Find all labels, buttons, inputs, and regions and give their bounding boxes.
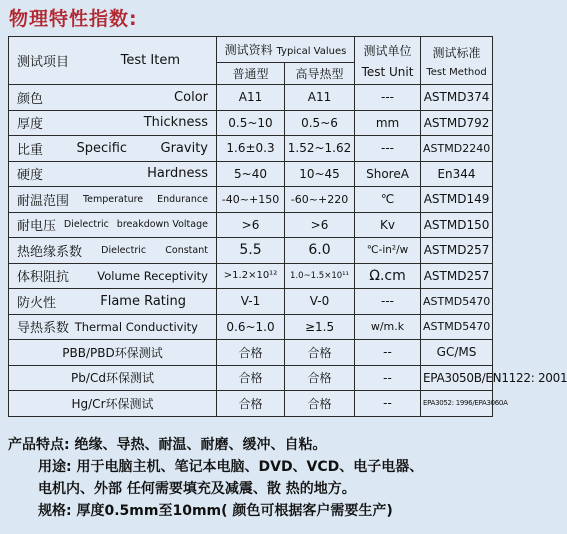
item-cn: 防火性	[17, 295, 57, 311]
spec-text: 厚度0.5mm至10mm( 颜色可根据客户需要生产)	[76, 503, 393, 519]
features-line	[8, 434, 496, 456]
item-cn: 硬度	[17, 168, 44, 184]
header-test-unit	[355, 37, 421, 85]
table-row	[9, 161, 493, 187]
value-normal: A11	[217, 85, 285, 111]
item-en: Color	[174, 89, 208, 105]
page-title: 物理特性指数:	[9, 8, 138, 30]
header-values-en: Typical Values	[276, 46, 347, 57]
value-thermal: V-0	[285, 289, 355, 315]
header-unit-en: Test Unit	[361, 65, 414, 79]
features-label: 产品特点:	[8, 437, 70, 453]
header-test-item	[9, 37, 217, 85]
table-row	[9, 365, 493, 391]
method: ASTMD792	[421, 110, 493, 136]
item-cn: 耐温范围	[17, 193, 70, 209]
value-normal: 5~40	[217, 161, 285, 187]
unit: ---	[355, 289, 421, 315]
value-normal: -40~+150	[217, 187, 285, 213]
unit: ---	[355, 85, 421, 111]
item-en: Thickness	[143, 115, 208, 131]
unit: Ω.cm	[355, 263, 421, 289]
method: En344	[421, 161, 493, 187]
value-normal: 合格	[217, 391, 285, 417]
value-normal: 1.6±0.3	[217, 136, 285, 162]
method: EPA3052: 1996/EPA3060A	[421, 391, 493, 417]
table-row	[9, 314, 493, 340]
unit: ShoreA	[355, 161, 421, 187]
header-method-cn: 测试标准	[432, 45, 481, 60]
table-row	[9, 85, 493, 111]
value-normal: 0.5~10	[217, 110, 285, 136]
item-cn: 比重	[17, 142, 44, 158]
product-features	[8, 434, 496, 522]
table-row	[9, 289, 493, 315]
method: ASTMD5470	[421, 314, 493, 340]
method: ASTMD257	[421, 238, 493, 264]
value-normal: 5.5	[217, 238, 285, 264]
header-item-cn: 测试项目	[17, 55, 70, 70]
method: ASTMD5470	[421, 289, 493, 315]
value-thermal: 6.0	[285, 238, 355, 264]
spec-label: 规格:	[38, 503, 72, 519]
item-en-2: Constant	[165, 244, 208, 256]
table-row	[9, 187, 493, 213]
usage-label: 用途:	[38, 459, 72, 475]
item-en-1: Dielectric	[63, 219, 109, 231]
item-cn: 导热系数	[17, 321, 70, 337]
unit: ---	[355, 136, 421, 162]
unit: --	[355, 340, 421, 366]
table-row	[9, 391, 493, 417]
unit: --	[355, 391, 421, 417]
item-en: Volume Receptivity	[97, 268, 208, 283]
item-cn: 体积阻抗	[17, 270, 70, 286]
usage-text-2: 电机内、外部 任何需要填充及减震、散 热的地方。	[38, 481, 356, 497]
value-normal: 合格	[217, 340, 285, 366]
value-normal: >1.2×10¹²	[217, 263, 285, 289]
properties-table	[8, 36, 567, 417]
item-en-2: Gravity	[160, 140, 208, 156]
method: ASTMD149	[421, 187, 493, 213]
unit: mm	[355, 110, 421, 136]
method: GC/MS	[421, 340, 493, 366]
method: ASTMD2240	[421, 136, 493, 162]
method: ASTMD150	[421, 212, 493, 238]
item-en-1: Specific	[76, 140, 128, 156]
table-row	[9, 110, 493, 136]
usage-line-2	[8, 478, 496, 500]
value-thermal: 1.0~1.5×10¹¹	[285, 263, 355, 289]
env-test-label: PBB/PBD环保测试	[9, 340, 217, 366]
env-test-label: Pb/Cd环保测试	[9, 365, 217, 391]
value-thermal: A11	[285, 85, 355, 111]
item-cn: 颜色	[17, 91, 44, 107]
item-en-2: breakdown Voltage	[116, 219, 208, 231]
method: ASTMD257	[421, 263, 493, 289]
features-text: 绝缘、导热、耐温、耐磨、缓冲、自粘。	[74, 437, 327, 453]
item-cn: 厚度	[17, 117, 44, 133]
item-cn: 热绝缘系数	[17, 244, 83, 260]
unit: Kv	[355, 212, 421, 238]
value-normal: V-1	[217, 289, 285, 315]
item-en: Hardness	[147, 166, 208, 182]
item-cn: 耐电压	[17, 219, 57, 235]
table-row	[9, 212, 493, 238]
item-en-1: Temperature	[82, 193, 144, 205]
header-typical-values	[217, 37, 355, 63]
header-item-en: Test Item	[120, 53, 180, 68]
value-thermal: 合格	[285, 340, 355, 366]
value-normal: 0.6~1.0	[217, 314, 285, 340]
value-thermal: >6	[285, 212, 355, 238]
header-normal-type: 普通型	[217, 63, 285, 85]
value-thermal: 10~45	[285, 161, 355, 187]
header-thermal-type: 高导热型	[285, 63, 355, 85]
unit: ℃-in²/w	[355, 238, 421, 264]
unit: w/m.k	[355, 314, 421, 340]
value-normal: 合格	[217, 365, 285, 391]
env-test-label: Hg/Cr环保测试	[9, 391, 217, 417]
value-thermal: -60~+220	[285, 187, 355, 213]
unit: ℃	[355, 187, 421, 213]
header-values-cn: 测试资料	[224, 43, 273, 57]
method: EPA3050B/EN1122: 2001	[421, 365, 493, 391]
value-thermal: ≥1.5	[285, 314, 355, 340]
item-en: Flame Rating	[100, 293, 186, 309]
table-row	[9, 263, 493, 289]
table-row	[9, 136, 493, 162]
item-en-2: Endurance	[157, 193, 208, 205]
usage-line	[8, 456, 496, 478]
table-row	[9, 238, 493, 264]
item-en: Thermal Conductivity	[74, 319, 198, 334]
spec-line	[8, 500, 496, 522]
value-thermal: 1.52~1.62	[285, 136, 355, 162]
header-test-method	[421, 37, 493, 85]
method: ASTMD374	[421, 85, 493, 111]
header-unit-cn: 测试单位	[363, 44, 412, 58]
usage-text: 用于电脑主机、笔记本电脑、DVD、VCD、电子电器、	[76, 459, 424, 475]
header-method-en: Test Method	[426, 66, 487, 78]
unit: --	[355, 365, 421, 391]
value-thermal: 合格	[285, 365, 355, 391]
value-thermal: 0.5~6	[285, 110, 355, 136]
value-normal: >6	[217, 212, 285, 238]
table-row	[9, 340, 493, 366]
value-thermal: 合格	[285, 391, 355, 417]
item-en-1: Dielectric	[101, 244, 147, 256]
